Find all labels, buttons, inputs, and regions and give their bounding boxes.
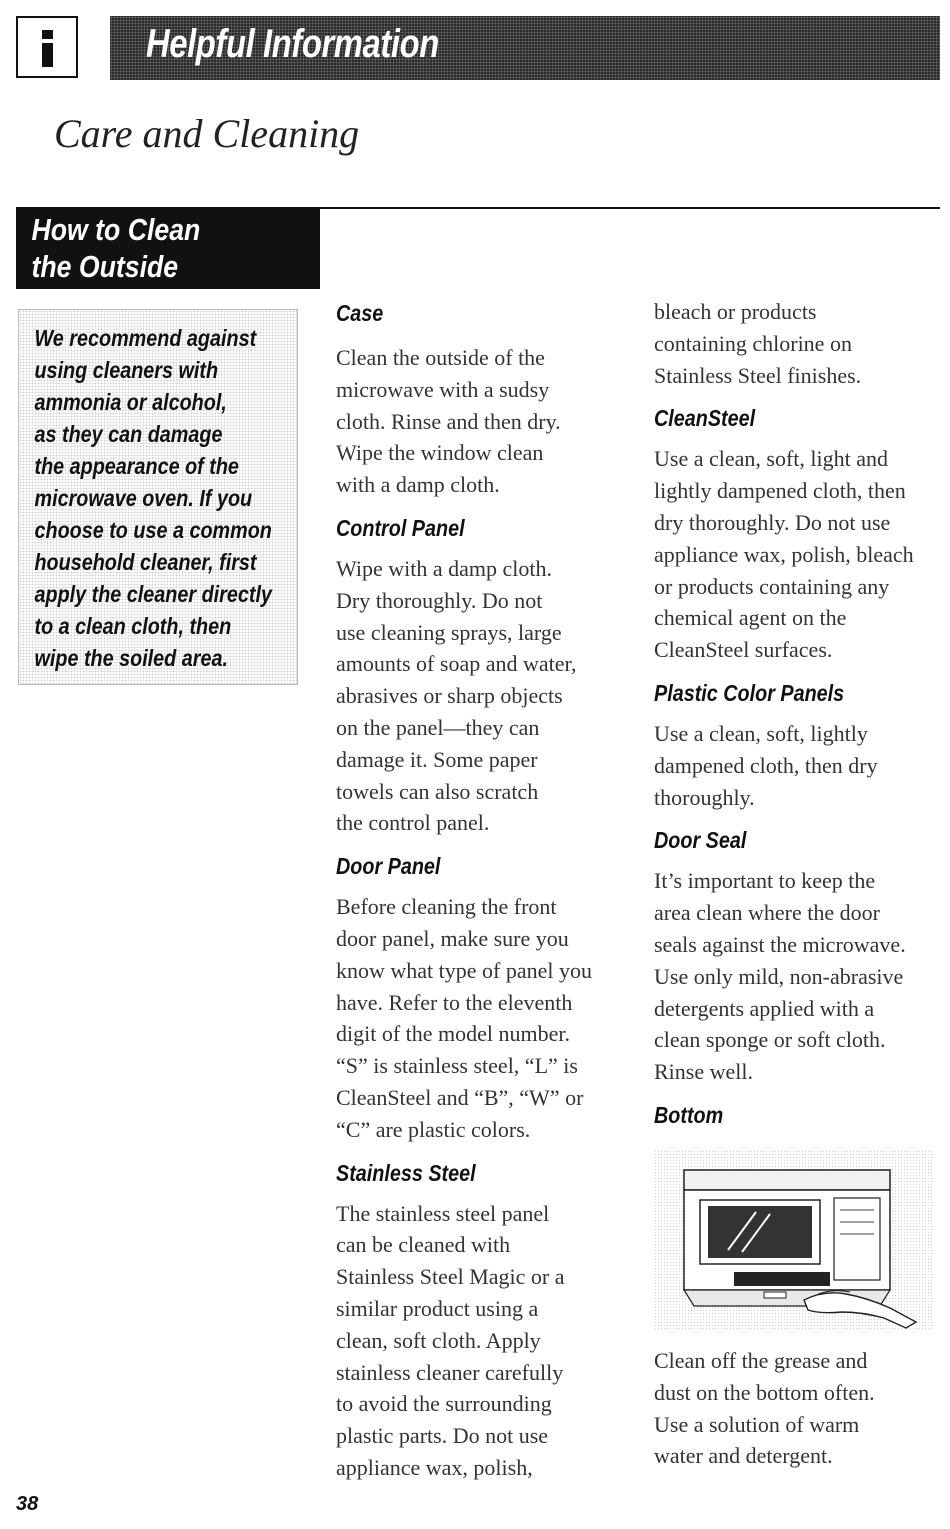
text-line: appliance wax, polish, bleach [654, 541, 914, 567]
text-line: The stainless steel panel [336, 1200, 550, 1226]
paragraph-control-panel [336, 553, 626, 839]
paragraph-cleansteel [654, 443, 944, 666]
text-line: similar product using a [336, 1295, 539, 1321]
text-line: can be cleaned with [336, 1232, 511, 1258]
note-line: as they can damage [34, 421, 223, 447]
text-line: the control panel. [336, 810, 490, 836]
note-line: household cleaner, first [34, 549, 257, 575]
text-line: containing chlorine on [654, 330, 852, 356]
text-line: “S” is stainless steel, “L” is [336, 1053, 578, 1079]
text-line: Dry thoroughly. Do not [336, 587, 543, 613]
text-line: Use a clean, soft, lightly [654, 720, 868, 746]
text-line: cloth. Rinse and then dry. [336, 408, 561, 434]
microwave-bottom-cleaning-illustration [654, 1150, 934, 1330]
text-line: thoroughly. [654, 784, 755, 810]
text-line: seals against the microwave. [654, 931, 906, 957]
text-line: or products containing any [654, 573, 890, 599]
text-line: area clean where the door [654, 900, 880, 926]
note-line: the appearance of the [34, 453, 239, 479]
text-line: CleanSteel and “B”, “W” or [336, 1084, 584, 1110]
note-line: to a clean cloth, then [34, 613, 232, 639]
text-line: microwave with a sudsy [336, 376, 550, 402]
text-line: dry thoroughly. Do not use [654, 509, 891, 535]
paragraph-door-seal [654, 865, 944, 1088]
heading-cleansteel: CleanSteel [654, 405, 756, 432]
heading-control-panel: Control Panel [336, 514, 465, 541]
text-line: bleach or products [654, 299, 817, 324]
heading-door-panel: Door Panel [336, 853, 441, 880]
note-line: wipe the soiled area. [34, 645, 228, 671]
middle-column [336, 296, 626, 1484]
text-line: Clean the outside of the [336, 345, 545, 370]
text-line: amounts of soap and water, [336, 651, 577, 677]
page-number: 38 [16, 1493, 39, 1515]
text-line: Use a clean, soft, light and [654, 446, 888, 472]
right-column [654, 296, 944, 1472]
text-line: It’s important to keep the [654, 868, 876, 894]
text-line: use cleaning sprays, large [336, 619, 562, 645]
paragraph-bottom [654, 1345, 944, 1472]
text-line: CleanSteel surfaces. [654, 637, 833, 663]
sidebar-title-line: the Outside [31, 249, 179, 284]
text-line: digit of the model number. [336, 1021, 571, 1047]
text-line: “C” are plastic colors. [336, 1116, 531, 1142]
text-line: with a damp cloth. [336, 472, 500, 498]
note-line: We recommend against [34, 325, 257, 351]
heading-plastic-color-panels: Plastic Color Panels [654, 679, 845, 706]
heading-stainless-steel: Stainless Steel [336, 1159, 476, 1186]
text-line: Rinse well. [654, 1059, 753, 1085]
text-line: Stainless Steel finishes. [654, 362, 862, 388]
text-line: lightly dampened cloth, then [654, 478, 906, 504]
recommendation-note [18, 309, 298, 685]
section-rule [320, 207, 940, 209]
text-line: know what type of panel you [336, 957, 592, 983]
paragraph-plastic-color-panels [654, 718, 944, 813]
sidebar-title-box [16, 207, 320, 289]
text-line: Use a solution of warm [654, 1411, 860, 1437]
info-icon [16, 16, 78, 78]
header-bar [110, 16, 940, 80]
paragraph-stainless-steel [336, 1198, 626, 1484]
text-line: to avoid the surrounding [336, 1391, 552, 1417]
note-line: microwave oven. If you [34, 485, 253, 511]
text-line: dampened cloth, then dry [654, 752, 878, 778]
text-line: on the panel—they can [336, 714, 540, 740]
text-line: Stainless Steel Magic or a [336, 1264, 565, 1290]
text-line: damage it. Some paper [336, 746, 538, 772]
text-line: Use only mild, non-abrasive [654, 963, 904, 989]
note-line: ammonia or alcohol, [34, 389, 227, 415]
text-line: Clean off the grease and [654, 1347, 868, 1373]
text-line: clean sponge or soft cloth. [654, 1027, 886, 1053]
info-icon-stem [42, 43, 53, 67]
text-line: clean, soft cloth. Apply [336, 1327, 541, 1353]
text-line: water and detergent. [654, 1443, 833, 1469]
text-line: plastic parts. Do not use [336, 1423, 549, 1449]
text-line: door panel, make sure you [336, 925, 569, 951]
note-line: using cleaners with [34, 357, 219, 383]
text-line: towels can also scratch [336, 778, 539, 804]
text-line: detergents applied with a [654, 995, 875, 1021]
heading-bottom: Bottom [654, 1101, 724, 1128]
text-line: Before cleaning the front [336, 894, 557, 920]
paragraph-case [336, 342, 626, 501]
info-icon-dot [42, 30, 53, 39]
text-line: have. Refer to the eleventh [336, 989, 573, 1015]
heading-door-seal: Door Seal [654, 827, 747, 854]
heading-case: Case [336, 300, 384, 326]
header-title: Helpful Information [146, 22, 439, 66]
note-line: apply the cleaner directly [34, 581, 272, 607]
text-line: chemical agent on the [654, 605, 847, 631]
paragraph-door-panel [336, 891, 626, 1145]
text-line: stainless cleaner carefully [336, 1359, 564, 1385]
paragraph-stainless-steel-continued [654, 296, 944, 391]
text-line: abrasives or sharp objects [336, 683, 563, 709]
text-line: dust on the bottom often. [654, 1379, 875, 1405]
text-line: appliance wax, polish, [336, 1454, 533, 1480]
section-title: Care and Cleaning [54, 111, 360, 156]
text-line: Wipe the window clean [336, 440, 544, 466]
sidebar-title-line: How to Clean [31, 212, 201, 247]
text-line: Wipe with a damp cloth. [336, 555, 553, 581]
note-line: choose to use a common [34, 517, 272, 543]
